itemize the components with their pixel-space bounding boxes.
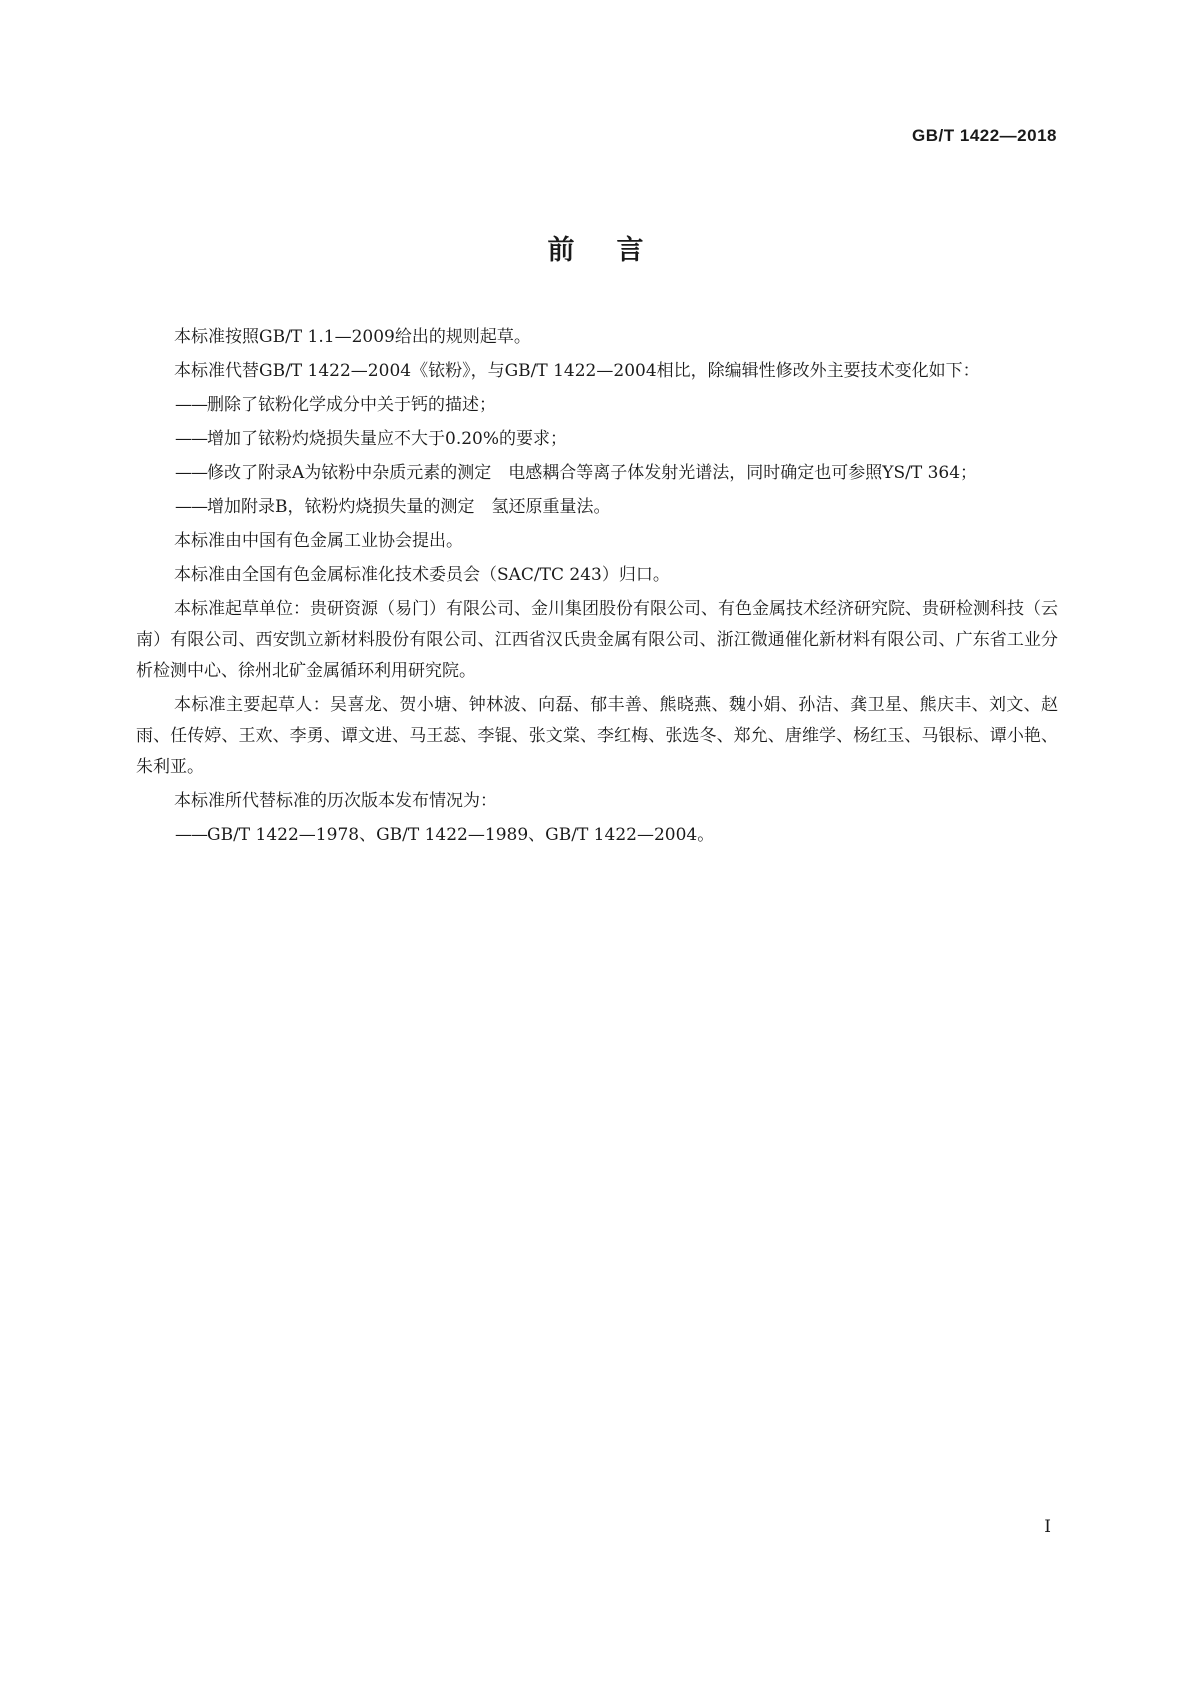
paragraph-drafting-units: 本标准起草单位：贵研资源（易门）有限公司、金川集团股份有限公司、有色金属技术经济研究院、贵研检测科技（云南）有限公司、西安凯立新材料股份有限公司、江西省汉氏贵金属有限公司、浙江微通催化新材料有限公司、广东省工业分析检测中心、徐州北矿金属循环利用研究院。: [136, 599, 1058, 681]
change-text: 增加了铱粉灼烧损失量应不大于0.20%的要求；: [207, 429, 568, 449]
page-title: 前言: [547, 235, 686, 266]
paragraph-proposed-by: 本标准由中国有色金属工业协会提出。: [174, 531, 463, 551]
paragraph-replacement: 本标准代替GB/T 1422—2004《铱粉》，与GB/T 1422—2004相比，除编辑性修改外主要技术变化如下：: [174, 361, 980, 381]
paragraph-drafting-rules: 本标准按照GB/T 1.1—2009给出的规则起草。: [174, 327, 531, 347]
change-text: 修改了附录A为铱粉中杂质元素的测定 电感耦合等离子体发射光谱法，同时确定也可参照YS/T 364；: [207, 463, 978, 483]
page-number: I: [1044, 1517, 1051, 1537]
paragraph-history-intro: 本标准所代替标准的历次版本发布情况为：: [174, 791, 497, 811]
paragraph-drafters: 本标准主要起草人：吴喜龙、贺小塘、钟林波、向磊、郁丰善、熊晓燕、魏小娟、孙洁、龚卫星、熊庆丰、刘文、赵雨、任传婷、王欢、李勇、谭文进、马王蕊、李锟、张文棠、李红梅、张选冬、郑允、唐维学、杨红玉、马银标、谭小艳、朱利亚。: [136, 695, 1058, 777]
standard-code: GB/T 1422—2018: [912, 126, 1057, 145]
paragraph-administered-by: 本标准由全国有色金属标准化技术委员会（SAC/TC 243）归口。: [174, 565, 670, 585]
list-item-change: [136, 492, 1058, 523]
dash-marker: ——: [175, 497, 207, 517]
list-item-history: [136, 820, 1058, 851]
history-text: GB/T 1422—1978、GB/T 1422—1989、GB/T 1422—2004。: [207, 825, 715, 845]
dash-marker: ——: [175, 463, 207, 483]
list-item-change: [136, 390, 1058, 421]
change-text: 增加附录B，铱粉灼烧损失量的测定 氢还原重量法。: [207, 497, 611, 517]
list-item-change: [136, 424, 1058, 455]
list-item-change: [136, 458, 1058, 489]
preface-body: [136, 322, 1058, 854]
dash-marker: ——: [175, 825, 207, 845]
change-text: 删除了铱粉化学成分中关于钙的描述；: [207, 395, 496, 415]
dash-marker: ——: [175, 395, 207, 415]
dash-marker: ——: [175, 429, 207, 449]
